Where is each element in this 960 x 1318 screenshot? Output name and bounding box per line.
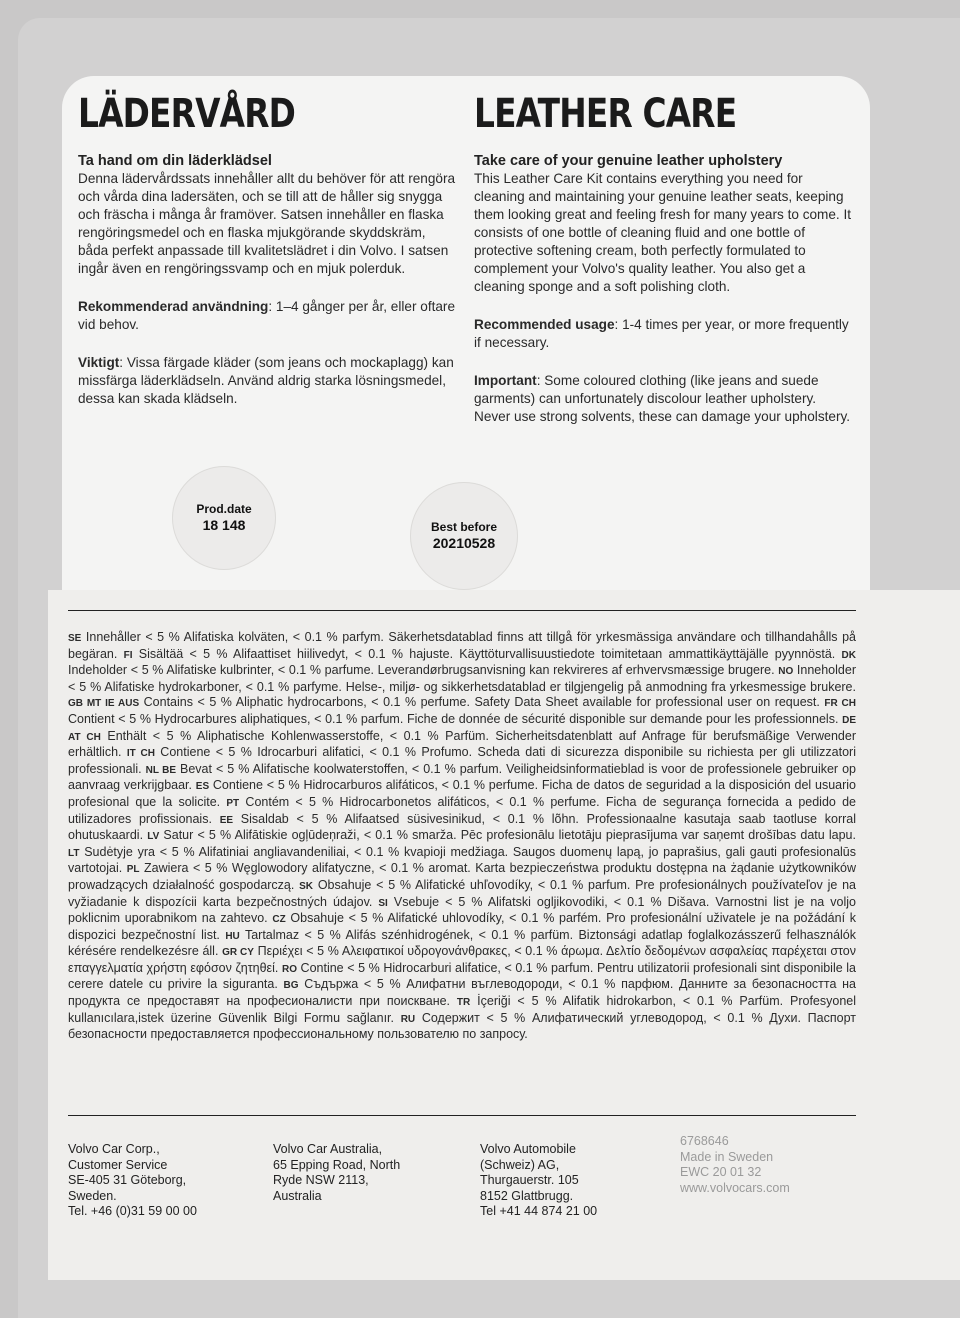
swedish-usage — [78, 298, 456, 334]
address-line: 8152 Glattbrugg. — [480, 1188, 574, 1203]
ingredient-statement: İçeriği < 5 % Alifatik hidrokarbon, < 0.1 % Parfüm. Profesyonel kullanıcılara,istek üzerine Güvenlik Bilgi Formu sağlanır. — [68, 994, 856, 1025]
ingredient-statement: Contains < 5 % Aliphatic hydrocarbons, < 0.1 % perfume. Safety Data Sheet available for professional user on request. — [139, 695, 825, 710]
ingredient-statement: Contine < 5 % Hidrocarburi alifatice, < 0.1 % parfum. Pentru utilizatorii profesionali sint disponibile la cerere datele cu privire la siguranta. — [68, 960, 856, 992]
english-usage-text: : 1-4 times per year, or more frequently if necessary. — [474, 317, 849, 350]
language-code: RO — [281, 963, 297, 975]
language-code: ES — [195, 781, 210, 793]
language-code: IT CH — [126, 748, 155, 760]
english-usage — [474, 316, 852, 352]
address-sweden — [68, 1142, 197, 1220]
address-line: Thurgauerstr. 105 — [480, 1173, 579, 1187]
english-important-label: Important — [474, 373, 537, 388]
ingredient-statement: Sisältää < 5 % Alifaattiset hiilivedyt, < 0.1 % hajuste. Käyttöturvallisuustiedote toimitetaan ammattikäyttäjälle pyynnöstä. — [132, 646, 842, 661]
language-code: NO — [778, 666, 794, 678]
address-line: Volvo Automobile — [480, 1142, 576, 1156]
ingredient-statement: Съдържа < 5 % Алифатни въглеводороди, < 0.1 % парфюм. Данните за безопасността на продукта се предоставят на професионалисти при поискване. — [68, 977, 856, 1009]
language-code: FR CH — [824, 698, 856, 710]
top-divider — [68, 610, 856, 611]
ingredient-statement: Zawiera < 5 % Węglowodory alifatyczne, < 0.1 % aromat. Karta bezpieczeństwa produktu dostępna na żądanie użytkowników prowadzących działalność gospodarczą. — [68, 861, 856, 892]
ingredient-statement: Innehåller < 5 % Alifatiska kolväten, < 0.1 % parfym. Säkerhetsdatablad finns att tillgå för yrkesmässiga användare och tillhandahålls på begäran. — [68, 630, 856, 661]
address-switzerland — [480, 1142, 597, 1220]
ingredient-statement: Vsebuje < 5 % Alifatski ogljikovodiki, < 0.1 % Dišava. Varnostni list je na voljo poklicnim uporabnikom na zahtevo. — [68, 894, 856, 926]
swedish-important — [78, 354, 456, 408]
address-line: Ryde NSW 2113, — [273, 1173, 369, 1187]
ingredient-statement: Obsahuje < 5 % Alifatické uhlovodíky, < 0.1 % parfém. Pro profesionální uživatele je na požádání k dispozici bezpečnostní list. — [68, 911, 856, 942]
ingredient-statement: Inneholder < 5 % Alifatiske hydrokarboner, < 0.1 % parfyme. Helse-, miljø- og sikkerhetsdatablad er tilgjengelig på anmodning fra yrkesmessige brukere. — [68, 663, 856, 694]
ingredient-statement: Tartalmaz < 5 % Alifás szénhidrogének, < 0.1 % parfüm. Biztonsági adatlap foglalkozásszerű felhasználók kérésére rendelkezésre áll. — [68, 927, 856, 959]
address-line: Tel. +46 (0)31 59 00 00 — [68, 1204, 197, 1218]
english-usage-label: Recommended usage — [474, 317, 615, 332]
ingredient-statement: Satur < 5 % Alifātiskie ogļūdeņraži, < 0.1 % smarža. Pēc profesionālu lietotāju pieprasījuma var saņemt drošības datu lapu. — [159, 828, 856, 843]
english-section — [474, 88, 852, 446]
info-line: 6768646 — [680, 1134, 729, 1148]
language-code: HU — [225, 930, 240, 942]
address-line: Tel +41 44 874 21 00 — [480, 1204, 598, 1218]
product-info-faint — [680, 1134, 790, 1196]
ingredient-statement: Indeholder < 5 % Alifatiske kulbrinter, < 0.1 % parfume. Leverandørbrugsanvisning kan rekvireres af erhvervsmæssige brugere. — [68, 663, 779, 678]
address-line: Volvo Car Australia, — [273, 1142, 383, 1156]
language-code: SK — [299, 880, 314, 892]
language-code: DK — [841, 649, 856, 661]
english-intro: This Leather Care Kit contains everything you need for cleaning and maintaining your genuine leather seats, keeping them looking great and feeling fresh for many years to come. It consists of one bottle of cleaning fluid and one bottle of protective softening cream, both perfectly formulated to complement your Volvo's quality leather. You also get a cleaning sponge and a soft polishing cloth. — [474, 171, 852, 294]
info-line: EWC 20 01 32 — [680, 1165, 762, 1179]
swedish-usage-label: Rekommenderad användning — [78, 299, 269, 314]
bottom-divider — [68, 1115, 856, 1116]
prod-date-label: Prod.date — [196, 502, 252, 516]
swedish-title: LÄDERVÅRD — [78, 91, 296, 137]
ingredient-statement: Περιέχει < 5 % Αλειφατικοί υδρογονάνθρακες, < 0.1 % άρωμα. Δελτίο δεδομένων ασφαλείας παρέχεται στον επαγγελματία χρήστη εφόσον ζητηθεί. — [68, 944, 857, 975]
language-code: CZ — [272, 914, 286, 926]
english-important — [474, 372, 852, 426]
ingredient-statement: Enthält < 5 % Aliphatische Kohlenwasserstoffe, < 0.1 % Parfüm. Sicherheitsdatenblatt auf Anfrage für berufsmäßige Verwender erhältlich. — [68, 728, 856, 760]
ingredient-statement: Contiene < 5 % Hidrocarburos alifáticos, < 0.1 % perfume. Ficha de datos de seguridad a la disposición del usuario profesional que la solicite. — [68, 778, 856, 809]
language-code: EE — [219, 814, 234, 826]
swedish-section — [78, 88, 456, 428]
address-line: (Schweiz) AG, — [480, 1157, 560, 1172]
language-code: BG — [283, 980, 299, 992]
language-code: SI — [378, 897, 388, 909]
language-code: FI — [123, 649, 133, 661]
language-code: LT — [68, 847, 80, 859]
address-line: SE-405 31 Göteborg, — [68, 1173, 187, 1187]
ingredient-statement: Contient < 5 % Hydrocarbures aliphatiques, < 0.1 % parfum. Fiche de donnée de sécurité disponible sur demande pour les professionnels. — [68, 711, 843, 726]
swedish-important-text: : Vissa färgade kläder (som jeans och mockaplagg) kan missfärga läderklädseln. Använd aldrig starka lösningsmedel, dessa kan skada klädseln. — [78, 355, 454, 406]
ingredient-statement: Contém < 5 % Hidrocarbonetos alifáticos, < 0.1 % perfume. Ficha de segurança fornecida a pedido de utilizadores profissionais. — [68, 794, 857, 826]
address-line: 65 Epping Road, North — [273, 1157, 401, 1172]
address-line: Volvo Car Corp., — [68, 1142, 160, 1156]
language-code: GB MT IE AUS — [68, 698, 140, 710]
language-code: LV — [147, 831, 160, 843]
ingredient-statement: Sudėtyje yra < 5 % Alifatiniai angliavandeniliai, < 0.1 % kvapioji medžiaga. Saugos duomenų lapą, jo paprašius, gali gauti profesionalūs vartotojai. — [68, 844, 856, 876]
english-subtitle: Take care of your genuine leather upholstery — [474, 153, 783, 169]
best-before-label: Best before — [430, 520, 498, 534]
english-title: LEATHER CARE — [474, 91, 737, 137]
swedish-subtitle: Ta hand om din läderklädsel — [78, 153, 272, 169]
ingredient-statement: Содержит < 5 % Алифатический углеводород, < 0.1 % Духи. Паспорт безопасности предоставляется профессиональному пользователю по запросу. — [68, 1010, 856, 1042]
address-line: Australia — [273, 1188, 322, 1203]
language-code: TR — [456, 997, 471, 1009]
ingredient-statement: Bevat < 5 % Alifatische koolwaterstoffen, < 0.1 % parfum. Veiligheidsinformatieblad is voor de professionele gebruiker op aanvraag verkrijgbaar. — [68, 761, 857, 793]
language-code: GR CY — [222, 947, 254, 959]
address-line: Customer Service — [68, 1157, 168, 1172]
ingredient-statement: Obsahuje < 5 % Alifatické uhľovodíky, < 0.1 % parfum. Pre profesionálnych používateľov je na vyžiadanie k dispozícii karta bezpečnostných údajov. — [68, 877, 856, 909]
prod-date-value: 18 148 — [202, 517, 246, 533]
swedish-important-label: Viktigt — [78, 355, 120, 370]
ingredient-statement: Sisaldab < 5 % Alifaatsed süsivesinikud, < 0.1 % lõhn. Professionaalne kasutaja saab taotluse korral ohutuskaardi. — [68, 811, 857, 843]
ingredient-statement: Contiene < 5 % Idrocarburi alifatici, < 0.1 % Profumo. Scheda dati di sicurezza disponibile su richiesta per gli utilizzatori professionali. — [68, 745, 856, 776]
info-line: Made in Sweden — [680, 1149, 774, 1164]
swedish-intro: Denna lädervårdssats innehåller allt du behöver för att rengöra och vårda dina ladersäten, och se till att de håller sig snygga och fräscha i många år framöver. Satsen innehåller en flaska rengöringsmedel och en flaska mjukgörande skyddskräm, båda perfekt anpassade till kvalitetslädret i din Volvo. I satsen ingår även en rengöringssvamp och en mjuk polerduk. — [78, 171, 456, 276]
language-code: DE AT CH — [68, 714, 856, 743]
language-code: PT — [226, 797, 240, 809]
best-before-value: 20210528 — [432, 535, 496, 551]
language-code: NL BE — [145, 764, 177, 776]
prod-date-sticker — [172, 466, 276, 570]
address-line: Sweden. — [68, 1188, 117, 1203]
ingredients-text — [68, 630, 856, 1043]
swedish-usage-text: : 1–4 gånger per år, eller oftare vid behov. — [78, 299, 456, 332]
address-australia — [273, 1142, 400, 1204]
info-line: www.volvocars.com — [680, 1180, 790, 1195]
best-before-sticker — [410, 482, 518, 590]
english-important-text: : Some coloured clothing (like jeans and suede garments) can unfortunately discolour leather upholstery. Never use strong solvents, these can damage your upholstery. — [474, 373, 851, 424]
language-code: PL — [126, 864, 140, 876]
language-code: SE — [68, 633, 82, 644]
language-code: RU — [400, 1013, 416, 1025]
